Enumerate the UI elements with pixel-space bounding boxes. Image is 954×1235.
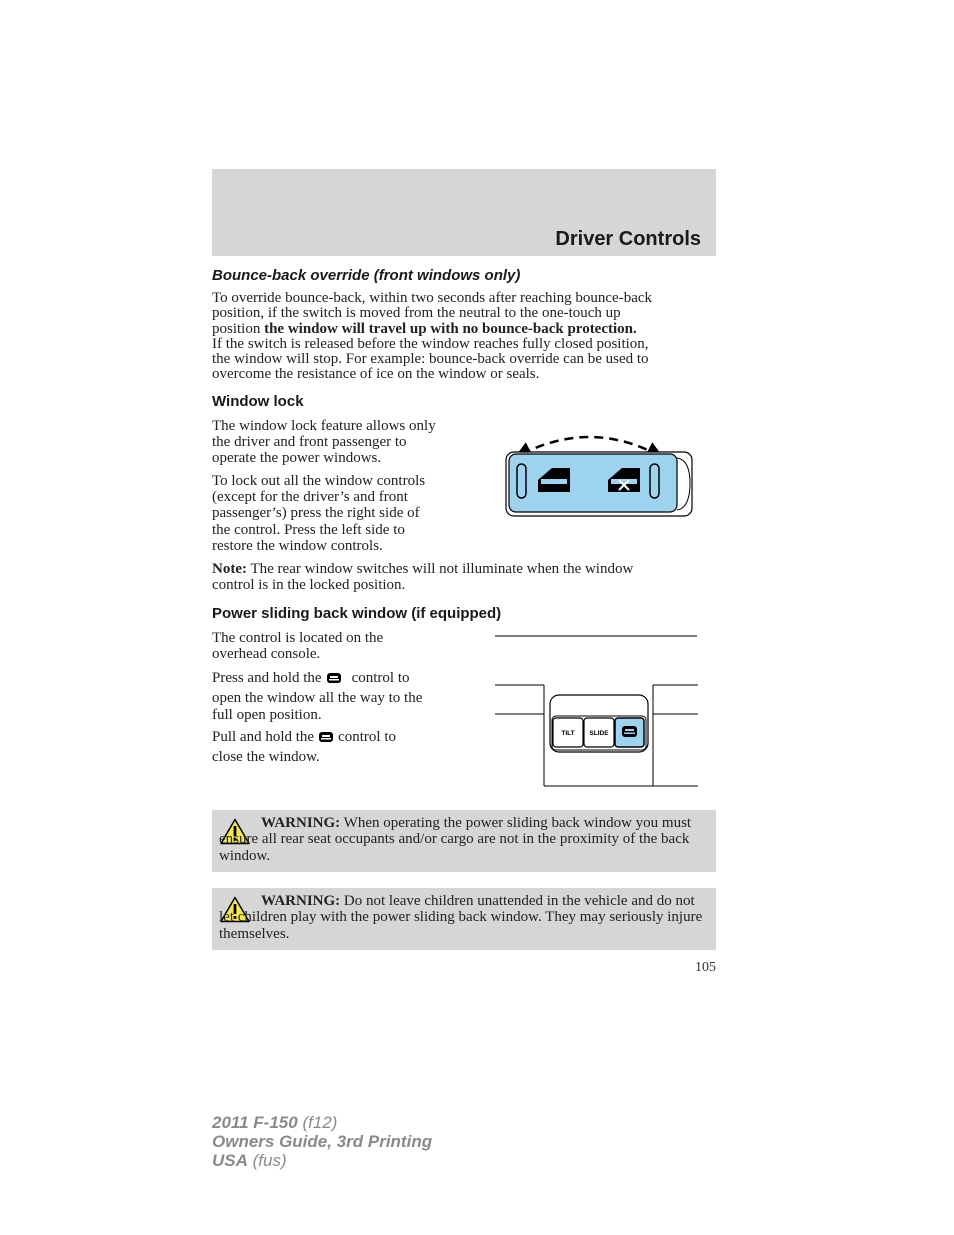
- sliding-window-icon: [318, 731, 334, 749]
- text-line: If the switch is released before the window reaches fully closed position,: [212, 335, 649, 352]
- text-line: passenger’s) press the right side of: [212, 505, 420, 522]
- text-line: open the window all the way to the: [212, 689, 423, 706]
- sliding-window-heading: Power sliding back window (if equipped): [212, 605, 502, 622]
- text-line: overcome the resistance of ice on the window or seals.: [212, 366, 540, 383]
- text-line: (except for the driver’s and front: [212, 489, 408, 506]
- window-lock-paragraph-1: [212, 418, 482, 467]
- warning-text: WARNING: Do not leave children unattended in the vehicle and do not let children play with the power sliding back window. They may seriously injure themselves.: [219, 893, 703, 942]
- text-line: restore the window controls.: [212, 537, 383, 554]
- bounce-back-paragraph: [212, 291, 722, 383]
- page-number: 105: [695, 960, 716, 975]
- bounce-back-heading: Bounce-back override (front windows only): [212, 267, 521, 284]
- sliding-window-icon: [326, 672, 342, 690]
- tilt-button-label: TILT: [561, 730, 575, 737]
- overhead-console-illustration: [492, 630, 702, 790]
- window-lock-paragraph-2: [212, 473, 482, 554]
- sliding-window-paragraph-1: [212, 630, 482, 662]
- sliding-window-paragraph-3: [212, 729, 482, 766]
- footer-line: 2011 F-150 (f12): [212, 1113, 338, 1132]
- warning-label: WARNING:: [261, 815, 341, 831]
- text-line: Pull and hold the control to: [212, 729, 482, 749]
- window-lock-note: [212, 561, 716, 593]
- text-line: Note: The rear window switches will not illuminate when the window: [212, 561, 634, 577]
- note-label: Note:: [212, 561, 247, 577]
- text-line: Press and hold the control to: [212, 670, 482, 690]
- text-line: To override bounce-back, within two seconds after reaching bounce-back: [212, 290, 653, 306]
- text-line: The control is located on the: [212, 630, 384, 646]
- text-line: To lock out all the window controls: [212, 473, 426, 489]
- warning-label: WARNING:: [261, 893, 341, 909]
- sliding-window-paragraph-2: [212, 670, 482, 725]
- warning-text: WARNING: When operating the power sliding back window you must ensure all rear seat occupants and/or cargo are not in the proximity of the back window.: [219, 815, 692, 864]
- text-line: close the window.: [212, 748, 320, 765]
- text-line: the control. Press the left side to: [212, 521, 405, 538]
- text-line: the window will stop. For example: bounce-back override can be used to: [212, 351, 649, 368]
- section-header-band: [212, 169, 716, 256]
- text-line: overhead console.: [212, 646, 321, 663]
- text-line: control is in the locked position.: [212, 577, 406, 594]
- section-title: Driver Controls: [555, 228, 701, 250]
- text-line: position the window will travel up with no bounce-back protection.: [212, 320, 637, 337]
- emphasis-text: the window will travel up with no bounce-back protection.: [264, 320, 637, 337]
- footer-line: Owners Guide, 3rd Printing: [212, 1132, 433, 1151]
- window-lock-switch-illustration: [500, 428, 700, 523]
- slide-button-label: SLIDE: [589, 730, 609, 737]
- text-line: The window lock feature allows only: [212, 418, 436, 434]
- warning-box: [212, 888, 716, 950]
- text-line: the driver and front passenger to: [212, 434, 407, 451]
- text-line: operate the power windows.: [212, 450, 382, 467]
- document-footer: [212, 1113, 432, 1170]
- text-line: full open position.: [212, 707, 322, 724]
- footer-line: USA (fus): [212, 1151, 287, 1170]
- window-lock-heading: Window lock: [212, 393, 304, 410]
- text-line: position, if the switch is moved from the neutral to the one-touch up: [212, 305, 621, 322]
- warning-box: [212, 810, 716, 872]
